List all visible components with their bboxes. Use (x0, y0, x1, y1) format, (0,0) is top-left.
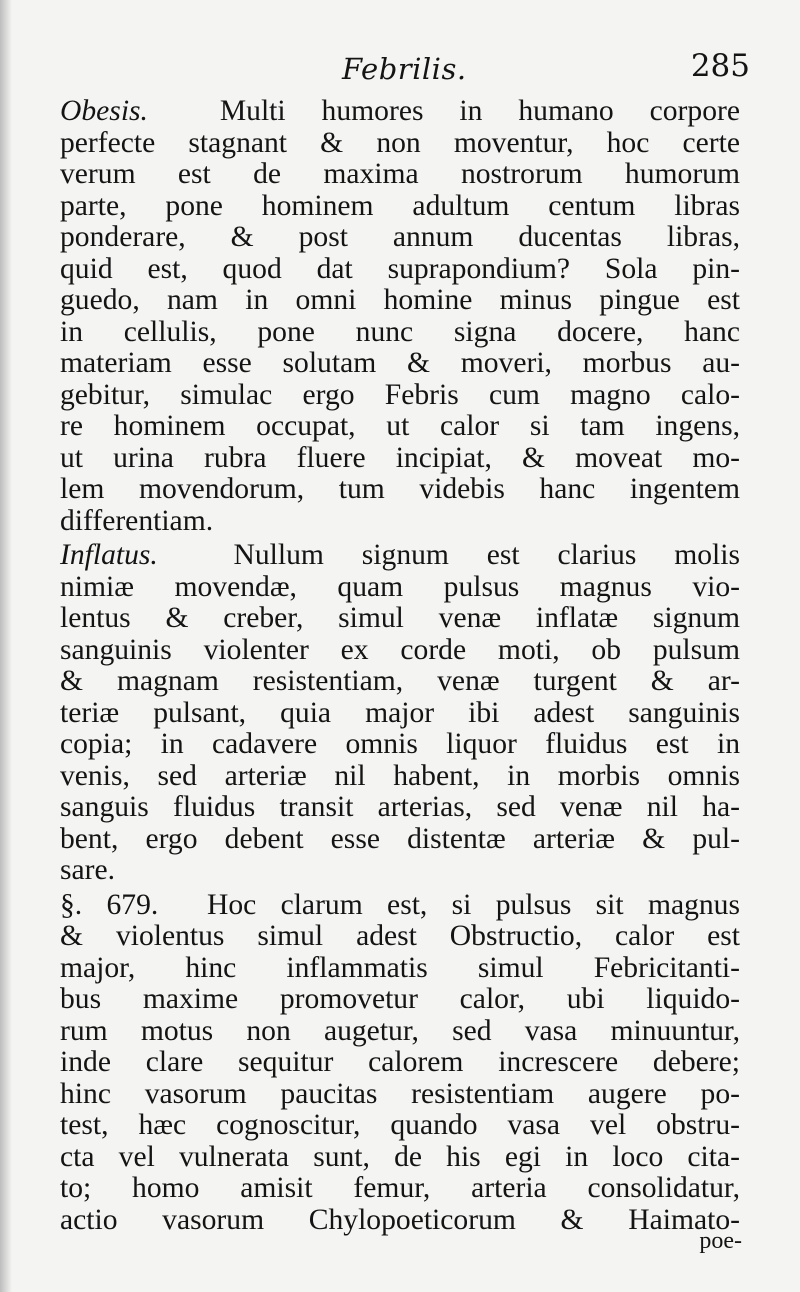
text-line: sanguinis violenter ex corde moti, ob pulsum (60, 633, 740, 666)
text-line: ponderare, & post annum ducentas libras, (60, 221, 740, 253)
text-line: bus maxime promovetur calor, ubi liquido- (60, 983, 740, 1015)
section-number: §. 679. (60, 888, 159, 921)
page-gutter-shadow (0, 0, 12, 1292)
catchword: poe- (699, 1228, 742, 1254)
text-line: inde clare sequitur calorem increscere debere; (60, 1046, 740, 1078)
text-line: lentus & creber, simul venæ inflatæ signum (60, 602, 740, 634)
text-line: gebitur, simulac ergo Febris cum magno calo- (60, 378, 740, 411)
text-line: venis, sed arteriæ nil habent, in morbis omnis (60, 759, 740, 792)
text-line: §. 679. Hoc clarum est, si pulsus sit magnus (60, 888, 741, 921)
text-line: quid est, quod dat suprapondium? Sola pin- (60, 252, 740, 285)
text-line: differentiam. (60, 504, 214, 537)
body-text (60, 96, 740, 1236)
text-line: re hominem occupat, ut calor si tam ingens, (60, 410, 740, 442)
text-line: in cellulis, pone nunc signa docere, hanc (60, 315, 740, 348)
text-line: hinc vasorum paucitas resistentiam augere po- (60, 1077, 740, 1110)
text-line: Inflatus. Nullum signum est clarius molis (60, 539, 740, 571)
text-line: materiam esse solutam & moveri, morbus au- (60, 347, 740, 379)
text-line: test, hæc cognoscitur, quando vasa vel obstru- (60, 1109, 740, 1141)
text-line: copia; in cadavere omnis liquor fluidus est in (60, 728, 740, 760)
text-line: bent, ergo debent esse distentæ arteriæ & pul- (60, 822, 740, 855)
text-line: actio vasorum Chylopoeticorum & Haimato- (60, 1203, 740, 1236)
text-line: to; homo amisit femur, arteria consolidatur, (60, 1172, 740, 1204)
text-line: teriæ pulsant, quia major ibi adest sanguinis (60, 696, 740, 729)
text-line: guedo, nam in omni homine minus pingue est (60, 284, 740, 316)
running-title: Febrilis. (342, 52, 467, 86)
text-line: sanguis fluidus transit arterias, sed venæ nil ha- (60, 791, 740, 823)
text-line: major, hinc inflammatis simul Febricitanti- (60, 951, 740, 984)
page-header (60, 48, 750, 92)
text-line: nimiæ movendæ, quam pulsus magnus vio- (60, 570, 740, 603)
marginal-note: Inflatus. (60, 539, 158, 571)
text-line: perfecte stagnant & non moventur, hoc certe (60, 126, 740, 159)
text-line: verum est de maxima nostrorum humorum (60, 158, 740, 190)
text-line: & magnam resistentiam, venæ turgent & ar- (60, 665, 740, 697)
text-line: cta vel vulnerata sunt, de his egi in loco cita- (60, 1140, 740, 1173)
text-line: ut urina rubra fluere incipiat, & moveat mo- (60, 441, 740, 474)
text-line: Obesis. Multi humores in humano corpore (60, 95, 740, 127)
text-line: sare. (60, 854, 116, 886)
text-line: rum motus non augetur, sed vasa minuuntur, (60, 1014, 740, 1047)
text-line: parte, pone hominem adultum centum libras (60, 189, 740, 222)
marginal-note: Obesis. (60, 95, 148, 127)
page-number: 285 (690, 48, 750, 84)
text-line: lem movendorum, tum videbis hanc ingentem (60, 473, 740, 505)
text-line: & violentus simul adest Obstructio, calor est (60, 920, 740, 952)
